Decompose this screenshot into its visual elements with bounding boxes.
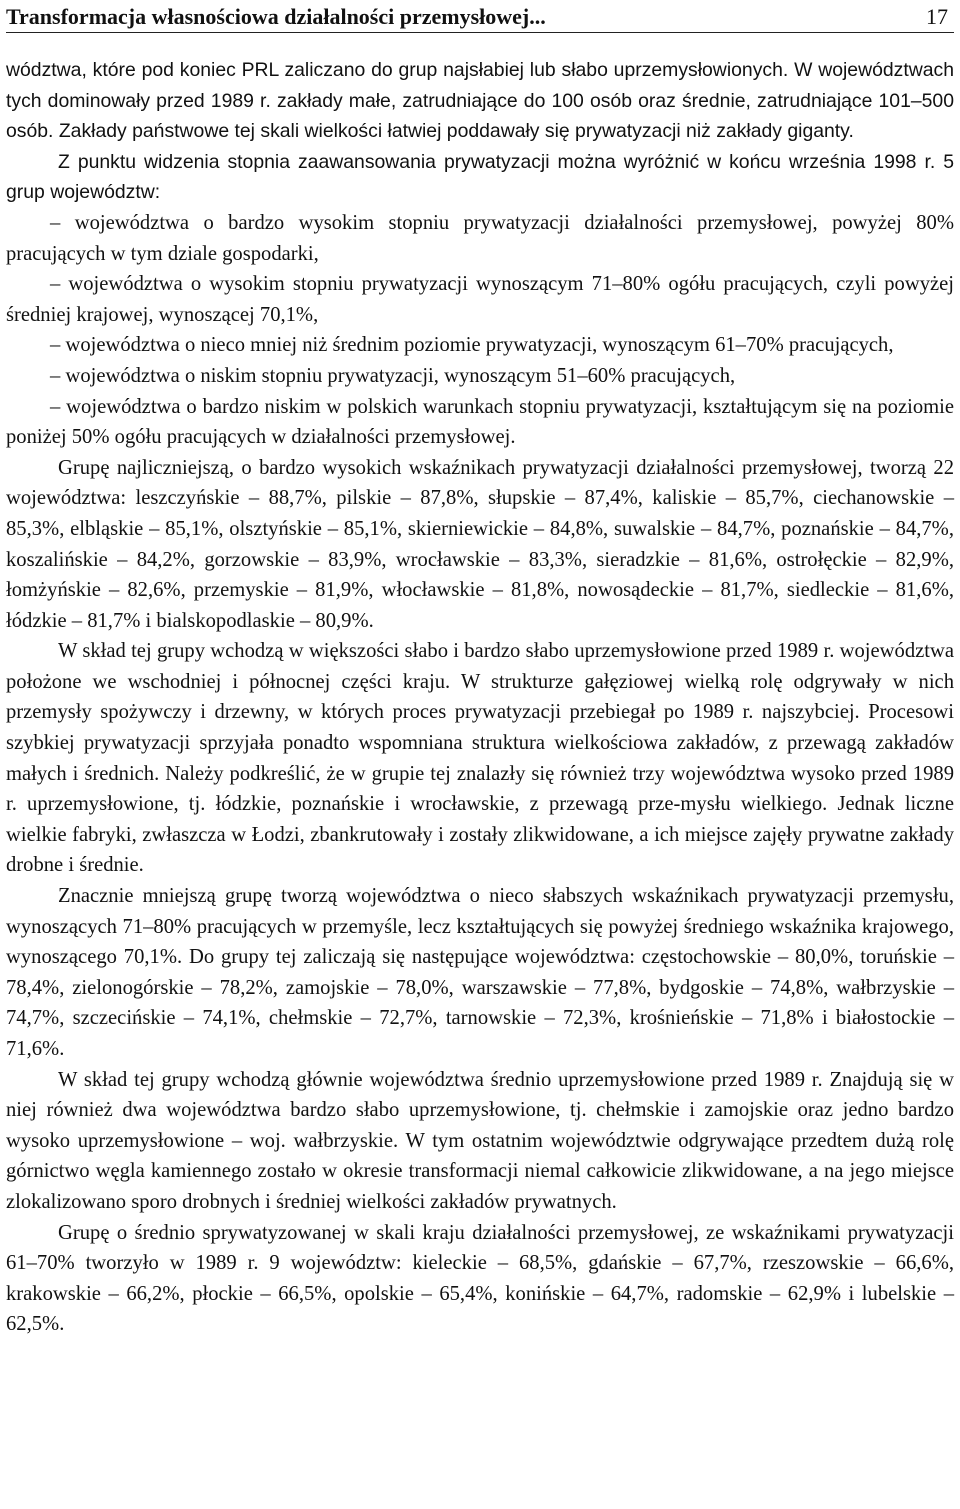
paragraph: Z punktu widzenia stopnia zaawansowania prywatyzacji można wyróżnić w końcu września 1998 r. 5 grup województw: xyxy=(6,150,954,204)
page-number: 17 xyxy=(926,4,948,29)
paragraph: wództwa, które pod koniec PRL zaliczano do grup najsłabiej lub słabo uprzemysłowionych. W województwach tych dominowały przed 1989 r. zakłady małe, zatrudniające do 100 osób oraz średnie, zatrudniające 101–500 osób. Zakłady państwowe tej skali wielkości łatwiej poddawały się prywatyzacji niż zakłady giganty. xyxy=(6,59,954,143)
paragraph: Grupę najliczniejszą, o bardzo wysokich wskaźnikach prywatyzacji działalności przemysłowej, tworzą 22 województwa: leszczyńskie – 88,7%, pilskie – 87,8%, słupskie – 87,4%, kaliskie – 85,7%, ciechanowskie – 85,3%, elbląskie – 85,1%, olsztyńskie – 85,1%, skierniewickie – 84,8%, suwalskie – 84,7%, poznańskie – 84,7%, koszalińskie – 84,2%, gorzowskie – 83,9%, wrocławskie – 83,3%, sieradzkie – 81,6%, ostrołęckie – 82,9%, łomżyńskie – 82,6%, przemyskie – 81,9%, włocławskie – 81,8%, nowosądeckie – 81,7%, siedleckie – 81,6%, łódzkie – 81,7% i bialskopodlaskie – 80,9%. xyxy=(6,456,954,632)
list-item: – województwa o niskim stopniu prywatyzacji, wynoszącym 51–60% pracujących, xyxy=(50,364,736,387)
running-header xyxy=(6,0,954,33)
list-item: – województwa o bardzo wysokim stopniu prywatyzacji działalności przemysłowej, powyżej 80% pracujących w tym dziale gospodarki, xyxy=(6,211,954,265)
list-item: – województwa o wysokim stopniu prywatyzacji wynoszącym 71–80% ogółu pracujących, czyli powyżej średniej krajowej, wynoszącej 70,1%, xyxy=(6,273,954,326)
list-item: – województwa o nieco mniej niż średnim poziomie prywatyzacji, wynoszącym 61–70% pracujących, xyxy=(50,334,894,357)
paragraph: Znacznie mniejszą grupę tworzą województwa o nieco słabszych wskaźnikach prywatyzacji przemysłu, wynoszących 71–80% pracujących w przemyśle, lecz kształtujących się powyżej średniego wskaźnika krajowego, wynoszącego 70,1%. Do grupy tej zaliczają się następujące województwa: częstochowskie – 80,0%, toruńskie – 78,4%, zielonogórskie – 78,2%, zamojskie – 78,0%, warszawskie – 77,8%, bydgoskie – 74,8%, wałbrzyskie – 74,7%, szczecińskie – 74,1%, chełmskie – 72,7%, tarnowskie – 72,3%, krośnieńskie – 71,8% i białostockie – 71,6%. xyxy=(6,885,954,1060)
paragraph: W skład tej grupy wchodzą w większości słabo i bardzo słabo uprzemysłowione przed 1989 r. województwa położone we wschodniej i północnej części kraju. W strukturze gałęziowej wielką rolę odgrywały w nich przemysły spożywczy i drzewny, w których proces prywatyzacji przebiegał po 1989 r. najszybciej. Procesowi szybkiej prywatyzacji sprzyjała ponadto wspomniana struktura wielkościowa zakładów, z przewagą zakładów małych i średnich. Należy podkreślić, że w grupie tej znalazły się również trzy województwa wysoko przed 1989 r. uprzemysłowione, tj. łódzkie, poznańskie i wrocławskie, z przewagą prze-mysłu wielkiego. Jednak liczne wielkie fabryki, zwłaszcza w Łodzi, zbankrutowały i zostały zlikwidowane, a ich miejsce zajęły prywatne zakłady drobne i średnie. xyxy=(6,640,954,877)
paragraph: Grupę o średnio sprywatyzowanej w skali kraju działalności przemysłowej, ze wskaźnikami prywatyzacji 61–70% tworzyło w 1989 r. 9 województw: kieleckie – 68,5%, gdańskie – 67,7%, rzeszowskie – 66,6%, krakowskie – 66,2%, płockie – 66,5%, opolskie – 65,4%, konińskie – 64,7%, radomskie – 62,9% i lubelskie – 62,5%. xyxy=(6,1221,954,1336)
paragraph: W skład tej grupy wchodzą głównie województwa średnio uprzemysłowione przed 1989 r. Znajdują się w niej również dwa województwa bardzo słabo uprzemysłowione, tj. chełmskie i zamojskie oraz jedno bardzo wysoko uprzemysłowione – woj. wałbrzyskie. W tym ostatnim województwie odgrywające przedtem dużą rolę górnictwo węgla kamiennego zostało w okresie transformacji niemal całkowicie zlikwidowane, a na jego miejsce zlokalizowano sporo drobnych i średniej wielkości zakładów prywatnych. xyxy=(6,1068,954,1213)
body-text xyxy=(6,33,954,1340)
running-title: Transformacja własnościowa działalności przemysłowej... xyxy=(6,4,546,29)
list-item: – województwa o bardzo niskim w polskich warunkach stopniu prywatyzacji, kształtującym się na poziomie poniżej 50% ogółu pracujących w działalności przemysłowej. xyxy=(6,395,954,449)
